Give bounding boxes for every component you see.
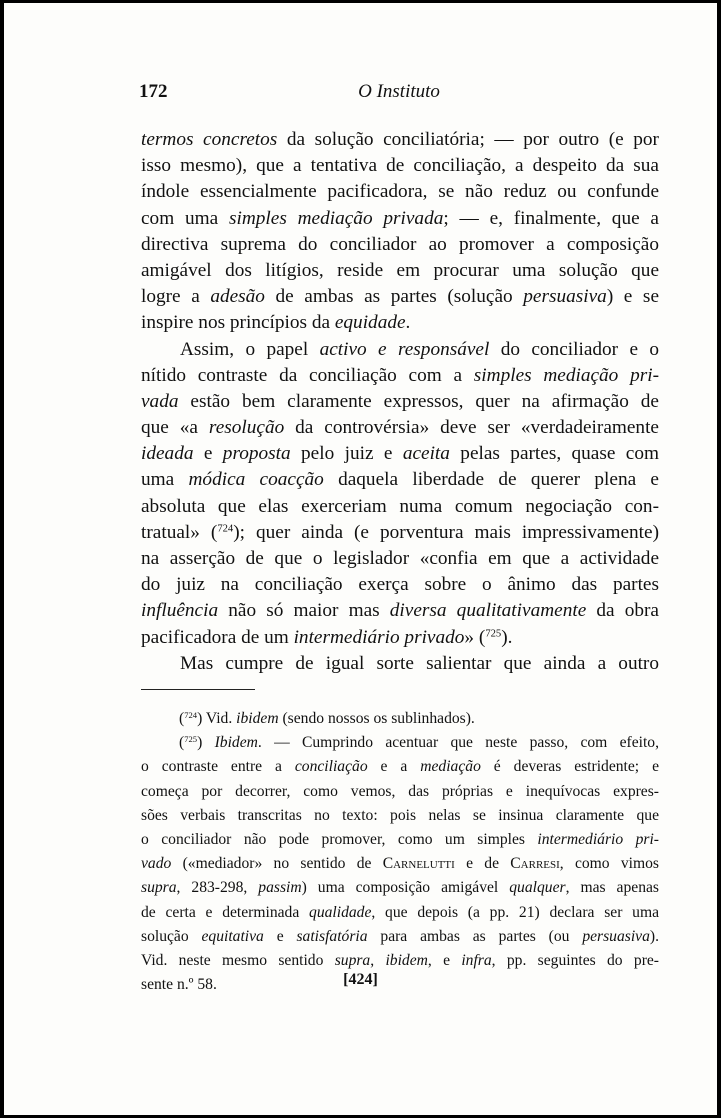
page-header: [139, 81, 659, 107]
footnote-line: [141, 828, 659, 852]
text-run: Mas cumpre de igual sorte salientar que ainda a outro: [180, 652, 659, 674]
body-line: [141, 441, 659, 467]
italic-text: influência: [141, 600, 219, 622]
footnote-line: [141, 707, 659, 731]
document-page: [4, 3, 717, 1115]
page-number: 172: [139, 81, 168, 102]
italic-text: simples mediação pri-: [473, 364, 659, 386]
text-run: estão bem claramente expressos, quer na afirmação de: [178, 390, 659, 412]
italic-text: adesão: [210, 286, 265, 308]
text-run: sões verbais transcritas no texto: pois nelas se insinua claramente que: [141, 806, 659, 824]
footnote-marker: 724: [184, 709, 198, 720]
text-run: do conciliador e o: [489, 338, 659, 360]
italic-text: persuasiva: [523, 286, 607, 308]
footnote-line: [141, 731, 659, 755]
italic-text: supra: [334, 951, 371, 969]
italic-text: ibidem: [385, 951, 428, 969]
text-run: Assim, o papel: [180, 338, 320, 360]
text-run: .: [405, 312, 411, 334]
text-run: e de: [454, 855, 511, 873]
italic-text: termos concretos: [141, 129, 278, 150]
footnote-marker: 724: [217, 523, 234, 535]
italic-text: satisfatória: [296, 927, 368, 945]
italic-text: conciliação: [294, 758, 368, 776]
body-line: [141, 127, 659, 153]
text-run: » (: [464, 626, 486, 648]
text-run: pelas partes, quase com: [449, 443, 659, 465]
text-run: e: [263, 927, 297, 945]
text-run: inspire nos princípios da: [141, 312, 335, 334]
text-run: de ambas as partes (solução: [264, 286, 524, 308]
text-run: índole essencialmente pacificadora, se não reduz ou confunde: [141, 181, 659, 203]
text-run: Vid. neste mesmo sentido: [141, 951, 335, 969]
italic-text: resolução: [208, 417, 285, 439]
text-run: ; — e, finalmente, que a: [443, 207, 659, 229]
footnote-line: [141, 876, 659, 900]
text-run: o conciliador não pode promover, como um simples: [141, 830, 538, 848]
text-run: (: [179, 734, 185, 752]
text-run: nítido contraste da conciliação com a: [141, 364, 474, 386]
text-run: logre a: [141, 286, 211, 308]
body-text: [141, 127, 659, 677]
body-line: [141, 494, 659, 520]
text-run: ).: [649, 927, 659, 945]
italic-text: intermediário pri-: [537, 830, 659, 848]
italic-text: ibidem: [236, 710, 279, 727]
italic-text: persuasiva: [582, 927, 650, 945]
italic-text: proposta: [222, 443, 291, 465]
body-line: [141, 284, 659, 310]
footnote-line: [141, 949, 659, 973]
text-run: da controvérsia» deve ser «verdadeiramente: [284, 417, 659, 439]
text-run: é deveras estridente; e: [480, 758, 659, 776]
small-caps-name: Carnelutti: [382, 855, 455, 873]
text-run: para ambas as partes (ou: [367, 927, 583, 945]
italic-text: módica coacção: [188, 469, 324, 491]
text-run: ) Vid.: [197, 710, 237, 727]
text-run: sente n.º 58.: [141, 976, 217, 994]
footnotes: [141, 707, 659, 997]
folio-number: [424]: [343, 971, 378, 988]
body-line: [141, 389, 659, 415]
body-line: [141, 206, 659, 232]
text-run: , que depois (a pp. 21) declara ser uma: [371, 903, 659, 921]
text-run: com uma: [141, 207, 229, 229]
text-run: , mas apenas: [565, 879, 659, 897]
italic-text: qualquer: [509, 879, 566, 897]
text-run: («mediador» no sentido de: [171, 855, 383, 873]
body-line: [141, 651, 659, 677]
text-run: amigável dos litígios, reside em procurar uma solução que: [141, 259, 659, 281]
body-line: [141, 232, 659, 258]
footnote-line: [141, 901, 659, 925]
footnote-rule: [141, 689, 255, 690]
text-run: ) e se: [606, 286, 659, 308]
body-line: [141, 520, 659, 546]
text-run: solução: [141, 927, 202, 945]
text-run: e: [193, 443, 223, 465]
italic-text: equitativa: [201, 927, 264, 945]
text-run: tratual» (: [141, 521, 218, 543]
italic-text: infra: [461, 951, 492, 969]
body-line: [141, 415, 659, 441]
text-run: começa por decorrer, como vemos, das próprias e inequívocas expres-: [141, 782, 659, 800]
italic-text: intermediário privado: [293, 626, 465, 648]
footnote-line: [141, 755, 659, 779]
text-run: (sendo nossos os sublinhados).: [278, 710, 475, 727]
body-line: [141, 337, 659, 363]
text-run: (: [179, 710, 185, 727]
italic-text: mediação: [420, 758, 481, 776]
italic-text: vada: [141, 390, 179, 412]
italic-text: supra: [141, 879, 177, 897]
text-run: ,: [370, 951, 386, 969]
body-line: [141, 258, 659, 284]
text-run: absoluta que elas exerceriam numa comum negociação con-: [141, 495, 659, 517]
footnote-line: [141, 804, 659, 828]
text-run: de certa e determinada: [141, 903, 310, 921]
text-run: ); quer ainda (e porventura mais impressivamente): [233, 521, 659, 543]
running-title: O Instituto: [358, 81, 440, 102]
text-run: uma: [141, 469, 189, 491]
text-run: pacificadora de um: [141, 626, 294, 648]
footnote-line: [141, 780, 659, 804]
text-run: na asserção de que o legislador «confia em que a actividade: [141, 548, 659, 569]
text-run: directiva suprema do conciliador ao promover a composição: [141, 233, 659, 255]
text-run: , como vimos: [559, 855, 659, 873]
text-run: ) uma composição amigável: [301, 879, 510, 897]
footnote-marker: 725: [184, 734, 198, 745]
italic-text: activo e responsável: [319, 338, 490, 360]
text-run: , 283-298,: [176, 879, 259, 897]
small-caps-name: Carresi: [510, 855, 560, 873]
text-run: pelo juiz e: [290, 443, 403, 465]
text-run: daquela liberdade de querer plena e: [323, 469, 659, 491]
italic-text: diversa qualitativamente: [389, 600, 587, 622]
footnote-line: [141, 852, 659, 876]
text-run: da obra: [586, 600, 659, 622]
body-line: [141, 310, 659, 336]
italic-text: aceita: [402, 443, 450, 465]
text-run: , e: [427, 951, 462, 969]
italic-text: ideada: [141, 443, 194, 465]
body-line: [141, 625, 659, 651]
italic-text: simples mediação privada: [228, 207, 444, 229]
text-run: o contraste entre a: [141, 758, 295, 776]
footnote-marker: 725: [485, 628, 502, 640]
text-run: não só maior mas: [218, 600, 390, 622]
italic-text: passim: [258, 879, 302, 897]
body-line: [141, 598, 659, 624]
italic-text: vado: [141, 855, 172, 873]
footnote-line: [141, 925, 659, 949]
body-line: [141, 572, 659, 598]
body-line: [141, 363, 659, 389]
body-line: [141, 546, 659, 572]
text-run: e a: [367, 758, 421, 776]
italic-text: equidade: [334, 312, 406, 334]
text-run: da solução conciliatória; — por outro (e por: [277, 129, 659, 150]
text-run: . — Cumprindo acentuar que neste passo, com efeito,: [257, 734, 659, 752]
body-line: [141, 153, 659, 179]
body-line: [141, 467, 659, 493]
italic-text: qualidade: [309, 903, 372, 921]
text-run: ).: [501, 626, 513, 648]
text-run: isso mesmo), que a tentativa de conciliação, a despeito da sua: [141, 155, 659, 177]
body-line: [141, 179, 659, 205]
text-run: , pp. seguintes do pre-: [491, 951, 659, 969]
text-run: do juiz na conciliação exerça sobre o ânimo das partes: [141, 574, 659, 596]
text-run: que «a: [141, 417, 209, 439]
text-run: ): [197, 734, 215, 752]
italic-text: Ibidem: [214, 734, 258, 752]
